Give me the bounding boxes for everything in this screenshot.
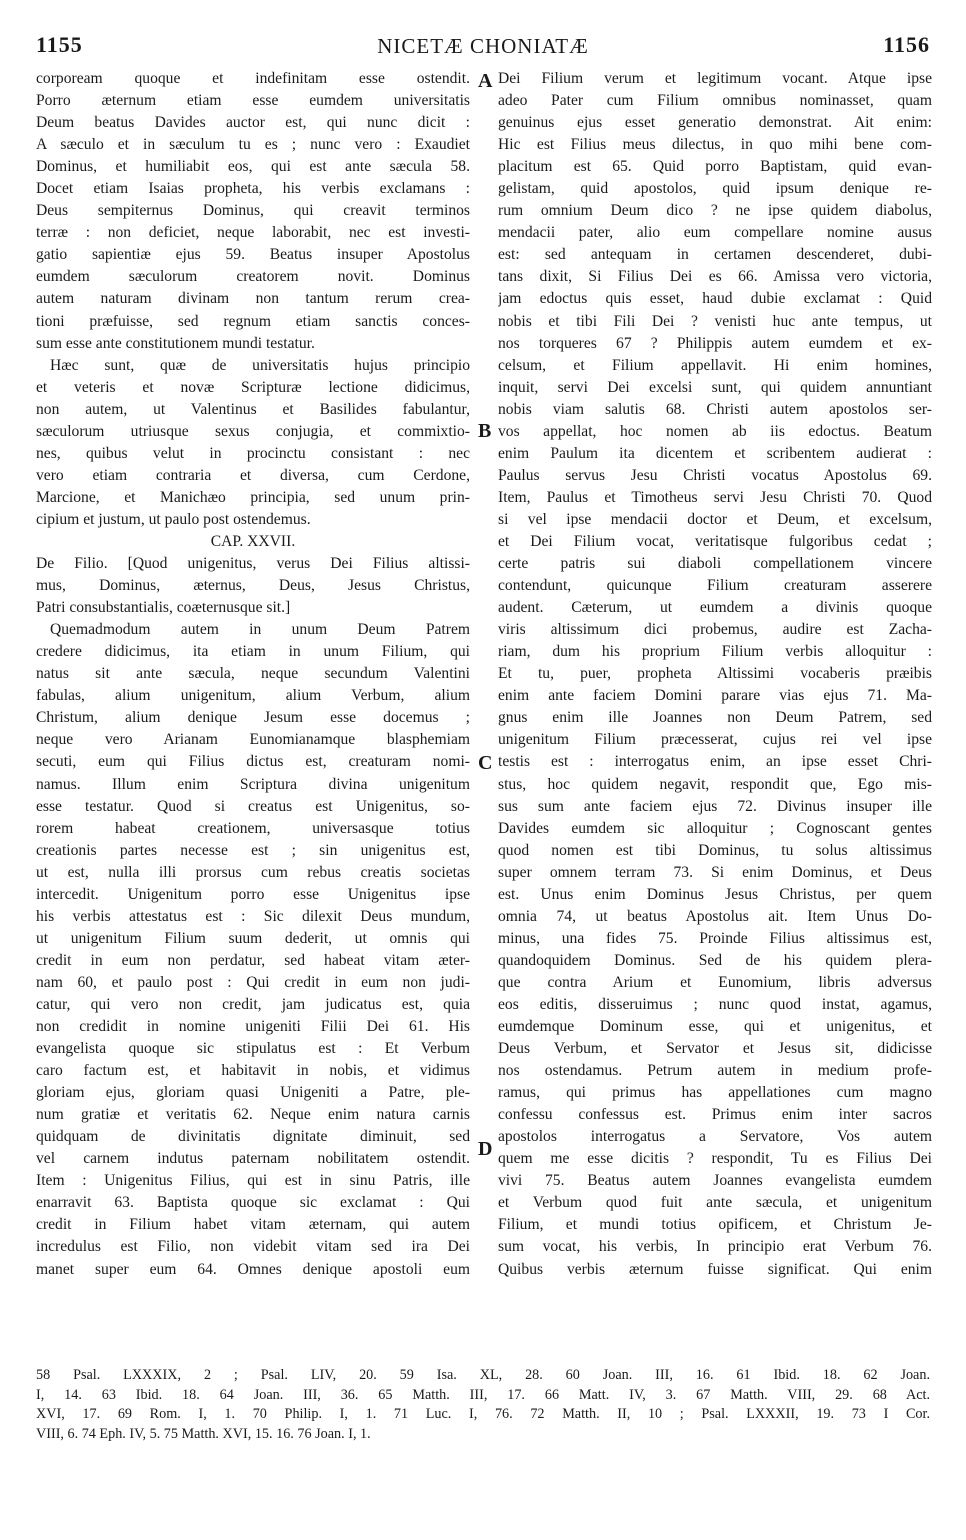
text-line: Davides eumdem sic alloquitur ; Cognoscant gentes <box>498 819 932 837</box>
text-line: audent. Cæterum, ut eumdem a divinis quoque <box>498 599 932 617</box>
text-line: Quemadmodum autem in unum Deum Patrem <box>50 621 470 639</box>
text-line: non credidit in nomine unigeniti Filii Dei 61. His <box>36 1018 470 1036</box>
text-line: quod nomen est tibi Dominus, tu solus altissimus <box>498 841 932 859</box>
text-line: omnia 74, ut beatus Apostolus ait. Item Unus Do- <box>498 907 932 925</box>
text-line: et veteris et novæ Scripturæ lectione didicimus, <box>36 378 470 396</box>
text-line: quidquam de divinitatis dignitate diminuit, sed <box>36 1128 470 1146</box>
text-line: enarravit 63. Baptista quoque sic exclamat : Qui <box>36 1194 470 1212</box>
text-line: eumdem sæculorum creatorem novit. Dominus <box>36 268 470 286</box>
text-line: terræ : non deficiet, neque laborabit, nec est investi- <box>36 224 470 242</box>
text-line: natus sit ante sæcula, neque secundum Valentini <box>36 665 470 683</box>
text-line: Patri consubstantialis, coæternusque sit.] <box>36 599 291 617</box>
text-line: minus, una fides 75. Proinde Filius altissimus est, <box>498 929 932 947</box>
text-line: placitum est 65. Quid porro Baptistam, quid evan- <box>498 158 932 176</box>
text-line: Christum, alium denique Jesum esse docemus ; <box>36 709 470 727</box>
text-line: gloriam ejus, gloriam quasi Unigeniti a Patre, ple- <box>36 1084 470 1102</box>
text-line: nos torqueres 67 ? Philippis autem eumdem et ex- <box>498 334 932 352</box>
text-line: sum esse ante constitutionem mundi testatur. <box>36 334 315 352</box>
text-line: Hæc sunt, quæ de universitatis hujus principio <box>50 356 470 374</box>
right-column <box>498 68 932 1281</box>
text-line: Filium, et mundi totius opificem, et Christum Je- <box>498 1216 932 1234</box>
text-line: De Filio. [Quod unigenitus, verus Dei Filius altissi- <box>36 555 470 573</box>
text-line: nam 60, et paulo post : Qui credit in eum non judi- <box>36 973 470 991</box>
text-line: manet super eum 64. Omnes denique apostoli eum <box>36 1260 470 1278</box>
text-line: gnus enim ille Joannes non Deum Patrem, sed <box>498 709 932 727</box>
text-line: mus, Dominus, æternus, Deus, Jesus Christus, <box>36 577 470 595</box>
text-line: namus. Illum enim Scriptura divina unigenitum <box>36 775 470 793</box>
margin-letter-b: B <box>478 420 492 442</box>
text-line: riam, dum his proprium Filium verbis alloquitur : <box>498 643 932 661</box>
text-line: incredulus est Filio, non videbit vitam sed ira Dei <box>36 1238 470 1256</box>
running-title: NICETÆ CHONIATÆ <box>377 34 589 58</box>
text-line: Deum beatus Davides auctor est, qui nunc dicit : <box>36 114 470 132</box>
text-line: esse testatur. Quod si creatus est Unigenitus, so- <box>36 797 470 815</box>
text-line: Quibus verbis æternum fuisse significat. Qui enim <box>498 1260 932 1278</box>
footnotes <box>36 1366 930 1444</box>
text-line: genuinus ejus esset generatio demonstrat. Ait enim: <box>498 114 932 132</box>
text-line: celsum, et Filium appellavit. Hi enim homines, <box>498 356 932 374</box>
text-line: Deus Verbum, et Servator et Jesus sit, didicisse <box>498 1040 932 1058</box>
text-line: enim Paulum ita dicentem et scribentem audierat : <box>498 444 932 462</box>
text-line: sæculorum utriusque sexus conjugia, et commixtio- <box>36 422 470 440</box>
text-line: neque vero Arianam Eunomianamque blasphemiam <box>36 731 470 749</box>
text-line: ut unigenitum Filium suum dederit, ut omnis qui <box>36 929 470 947</box>
text-line: creationis partes necesse est ; sin unigenitus est, <box>36 841 470 859</box>
text-line: est. Unus enim Dominus Jesus Christus, per quem <box>498 885 932 903</box>
text-line: certe patris sui diaboli compellationem vincere <box>498 555 932 573</box>
text-line: nos ostendamus. Petrum autem in medium profe- <box>498 1062 932 1080</box>
text-line: non autem, ut Valentinus et Basilides fabulantur, <box>36 400 470 418</box>
text-line: inquit, servi Dei excelsi sunt, qui quidem annuntiant <box>498 378 932 396</box>
text-line: his verbis attestatus est : Sic dilexit Deus mundum, <box>36 907 470 925</box>
text-line: Deus sempiternus Dominus, qui creavit terminos <box>36 202 470 220</box>
text-line: vel carnem indutus paternam nobilitatem ostendit. <box>36 1150 470 1168</box>
text-line: est: sed antequam in certamen descenderet, dubi- <box>498 246 932 264</box>
text-line: nes, quibus velut in procinctu consistant : nec <box>36 444 470 462</box>
text-line: si vel ipse mendacii doctor et Deum, et excelsum, <box>498 510 932 528</box>
text-line: credit in eum non perdatur, sed habeat vitam æter- <box>36 951 470 969</box>
text-line: intercedit. Unigenitum porro esse Unigenitus ipse <box>36 885 470 903</box>
text-line: quem me esse dicitis ? respondit, Tu es Filius Dei <box>498 1150 932 1168</box>
text-line: rum omnium Deum dico ? ne ipse quidem diabolus, <box>498 202 932 220</box>
text-line: A sæculo et in sæculum tu es ; nunc vero : Exaudiet <box>36 136 470 154</box>
text-line: Paulus servus Jesu Christi vocatus Apostolus 69. <box>498 466 932 484</box>
footnote-line: 58 Psal. LXXXIX, 2 ; Psal. LIV, 20. 59 Isa. XL, 28. 60 Joan. III, 16. 61 Ibid. 18. 62 Joan. <box>36 1367 930 1383</box>
text-line: jam edoctus quis esset, haud dubie exclamat : Quid <box>498 290 932 308</box>
text-line: gatio sapientiæ ejus 59. Beatus insuper Apostolus <box>36 246 470 264</box>
text-line: caro factum est, et habitavit in nobis, et vidimus <box>36 1062 470 1080</box>
text-line: credit in Filium habet vitam æternam, qui autem <box>36 1216 470 1234</box>
margin-letter-d: D <box>478 1138 493 1160</box>
text-line: et Verbum quod fuit ante sæcula, et unigenitum <box>498 1194 932 1212</box>
text-line: sus sum ante faciem ejus 72. Divinus insuper ille <box>498 797 932 815</box>
text-line: corpoream quoque et indefinitam esse ostendit. <box>36 70 470 87</box>
text-line: que contra Arium et Eunomium, libris adversus <box>498 973 932 991</box>
text-line: Hic est Filius meus dilectus, in quo mihi bene com- <box>498 136 932 154</box>
text-line: catur, qui vero non credit, jam judicatus est, quia <box>36 995 470 1013</box>
left-column <box>36 68 470 1281</box>
text-line: enim ante faciem Domini parare vias ejus 71. Ma- <box>498 687 932 705</box>
text-line: credere didicimus, ita etiam in unum Filium, qui <box>36 643 470 661</box>
text-line: testis est : interrogatus enim, an ipse esset Chri- <box>498 753 932 771</box>
text-line: super omnem terram 73. Si enim Dominus, et Deus <box>498 863 932 881</box>
text-line: rorem habeat creationem, universasque totius <box>36 819 470 837</box>
text-line: vivi 75. Beatus autem Joannes evangelista eumdem <box>498 1172 932 1190</box>
page-header <box>36 32 930 66</box>
page-number-left: 1155 <box>36 32 83 57</box>
text-line: fabulas, alium unigenitum, alium Verbum, alium <box>36 687 470 705</box>
text-line: adeo Pater cum Filium omnibus nominasset, quam <box>498 92 932 110</box>
text-line: nobis et tibi Fili Dei ? venisti huc ante tempus, ut <box>498 312 932 330</box>
text-line: tans dixit, Si Filius Dei es 66. Amissa vero victoria, <box>498 268 932 286</box>
text-line: Item, Paulus et Timotheus servi Jesu Christi 70. Quod <box>498 488 932 506</box>
text-line: mendacii pater, alio eum compellare nomine ausus <box>498 224 932 242</box>
text-line: tioni præfuisse, sed regnum etiam sanctis conces- <box>36 312 470 330</box>
text-line: Porro æternum etiam esse eumdem universitatis <box>36 92 470 110</box>
text-line: ramus, qui primus has appellationes cum magno <box>498 1084 932 1102</box>
text-line: Docet etiam Isaias propheta, his verbis exclamans : <box>36 180 470 198</box>
text-line: eos editis, disseruimus ; nunc quod instat, agamus, <box>498 995 932 1013</box>
text-line: eumdemque Dominum esse, qui et unigenitus, et <box>498 1018 932 1036</box>
text-line: secuti, eum qui Filius dictus est, creaturam nomi- <box>36 753 470 771</box>
footnote-line: I, 14. 63 Ibid. 18. 64 Joan. III, 36. 65 Matth. III, 17. 66 Matt. IV, 3. 67 Matth. VIII, 29. 68 Act. <box>36 1386 930 1403</box>
text-line: et Dei Filium vocat, veritatisque fulgoribus cedat ; <box>498 532 932 550</box>
text-line: nobis viam salutis 68. Christi autem apostolos ser- <box>498 400 932 418</box>
text-line: stus, hoc quidem negavit, respondit que, Ego mis- <box>498 775 932 793</box>
text-line: cipium et justum, ut paulo post ostendemus. <box>36 510 311 528</box>
margin-letter-a: A <box>478 70 493 92</box>
text-line: unigenitum Filium præcesserat, cujus rei vel ipse <box>498 731 932 749</box>
text-line: sum vocat, his verbis, In principio erat Verbum 76. <box>498 1238 932 1256</box>
chapter-heading: CAP. XXVII. <box>210 532 296 550</box>
text-line: Et tu, puer, propheta Altissimi vocaberis præibis <box>498 665 932 683</box>
text-line: vero etiam contraria et diversa, cum Cerdone, <box>36 466 470 484</box>
text-line: confessu confessus est. Primus enim inter sacros <box>498 1106 932 1124</box>
text-line: quandoquidem Dominus. Sed de his quidem plera- <box>498 951 932 969</box>
text-line: num gratiæ et veritatis 62. Neque enim natura carnis <box>36 1106 470 1124</box>
footnote-line: XVI, 17. 69 Rom. I, 1. 70 Philip. I, 1. 71 Luc. I, 76. 72 Matth. II, 10 ; Psal. LXXXII, 19. 73 I Cor. <box>36 1406 930 1422</box>
text-line: ut est, nulla illi prorsus cum rebus creatis societas <box>36 863 470 881</box>
text-line: gelistam, quid apostolos, quid ipsum denique re- <box>498 180 932 198</box>
text-line: contendunt, quicunque Filium creaturam asserere <box>498 577 932 595</box>
text-line: Dei Filium verum et legitimum vocant. Atque ipse <box>498 70 932 87</box>
text-line: vos appellat, hoc nomen ab iis edoctus. Beatum <box>498 422 932 440</box>
margin-letter-c: C <box>478 752 493 774</box>
text-line: viris altissimum dici probemus, audire est Zacha- <box>498 621 932 639</box>
footnote-line: VIII, 6. 74 Eph. IV, 5. 75 Matth. XVI, 15. 16. 76 Joan. I, 1. <box>36 1425 371 1442</box>
text-line: autem naturam divinam non tantum rerum crea- <box>36 290 470 308</box>
page-number-right: 1156 <box>883 32 930 57</box>
text-line: Marcione, et Manichæo principia, sed unum prin- <box>36 488 470 506</box>
text-line: Dominus, et humiliabit eos, qui est ante sæcula 58. <box>36 158 470 176</box>
text-line: apostolos interrogatus a Servatore, Vos autem <box>498 1128 932 1146</box>
text-line: Item : Unigenitus Filius, qui est in sinu Patris, ille <box>36 1172 470 1190</box>
text-line: evangelista quoque sic stipulatus est : Et Verbum <box>36 1040 470 1058</box>
